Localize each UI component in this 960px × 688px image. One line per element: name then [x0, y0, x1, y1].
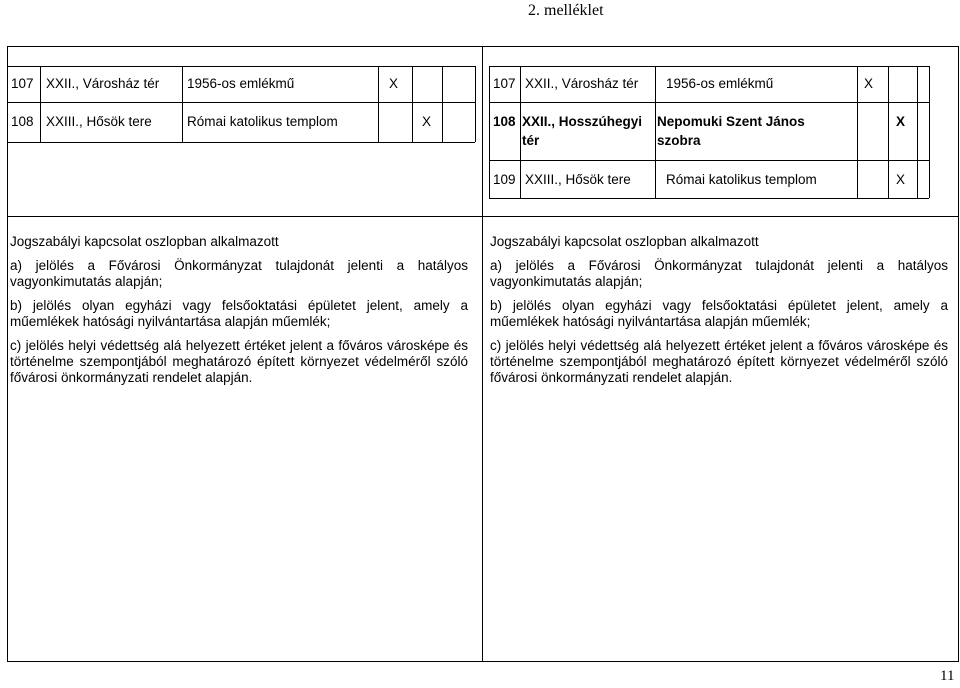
- legend-notes-right: [490, 234, 948, 394]
- row-mark: X: [896, 172, 906, 187]
- row-mark: X: [896, 114, 906, 129]
- row-location: XXIII., Hősök tere: [525, 172, 631, 187]
- row-object: Római katolikus templom: [187, 114, 338, 129]
- row-location: XXII., Városház tér: [46, 76, 160, 91]
- note-a: a) jelölés a Fővárosi Önkormányzat tulajdonát jelenti a hatályos vagyonkimutatás alapján;: [10, 258, 468, 289]
- note-a: a) jelölés a Fővárosi Önkormányzat tulajdonát jelenti a hatályos vagyonkimutatás alapján;: [490, 258, 948, 289]
- notes-title: Jogszabályi kapcsolat oszlopban alkalmazott: [490, 234, 759, 249]
- notes-title: Jogszabályi kapcsolat oszlopban alkalmazott: [10, 234, 279, 249]
- table-bottom-rule: [7, 216, 959, 217]
- note-b: b) jelölés olyan egyházi vagy felsőoktatási épületet jelent, amely a műemlékek hatósági nyilvántartása alapján műemlék;: [10, 298, 468, 329]
- page-number: 11: [940, 668, 955, 684]
- note-b: b) jelölés olyan egyházi vagy felsőoktatási épületet jelent, amely a műemlékek hatósági nyilvántartása alapján műemlék;: [490, 298, 948, 329]
- note-c: c) jelölés helyi védettség alá helyezett értéket jelent a főváros városképe és történelme szempontjából meghatározó épített környezet védelméről szóló fővárosi önkormányzati rendelet alapján.: [490, 338, 948, 385]
- row-mark: X: [864, 76, 874, 91]
- row-number: 107: [11, 76, 34, 91]
- row-location: XXII., Hosszúhegyi: [522, 114, 643, 129]
- legend-notes-left: [10, 234, 468, 394]
- row-number: 108: [493, 114, 516, 129]
- note-c: c) jelölés helyi védettség alá helyezett értéket jelent a főváros városképe és történelme szempontjából meghatározó épített környezet védelméről szóló fővárosi önkormányzati rendelet alapján.: [10, 338, 468, 385]
- row-object: Római katolikus templom: [666, 172, 817, 187]
- row-number: 107: [493, 76, 516, 91]
- row-number: 108: [11, 114, 34, 129]
- attachment-header: 2. melléklet: [528, 2, 604, 19]
- row-location-cont: tér: [522, 133, 540, 148]
- row-object: Nepomuki Szent János: [657, 114, 805, 129]
- row-location: XXIII., Hősök tere: [46, 114, 152, 129]
- row-mark: X: [422, 114, 432, 129]
- row-number: 109: [493, 172, 516, 187]
- row-object-cont: szobra: [657, 133, 701, 148]
- row-location: XXII., Városház tér: [525, 76, 639, 91]
- row-mark: X: [389, 76, 399, 91]
- row-object: 1956-os emlékmű: [666, 76, 774, 91]
- center-divider: [482, 46, 483, 662]
- row-object: 1956-os emlékmű: [187, 76, 295, 91]
